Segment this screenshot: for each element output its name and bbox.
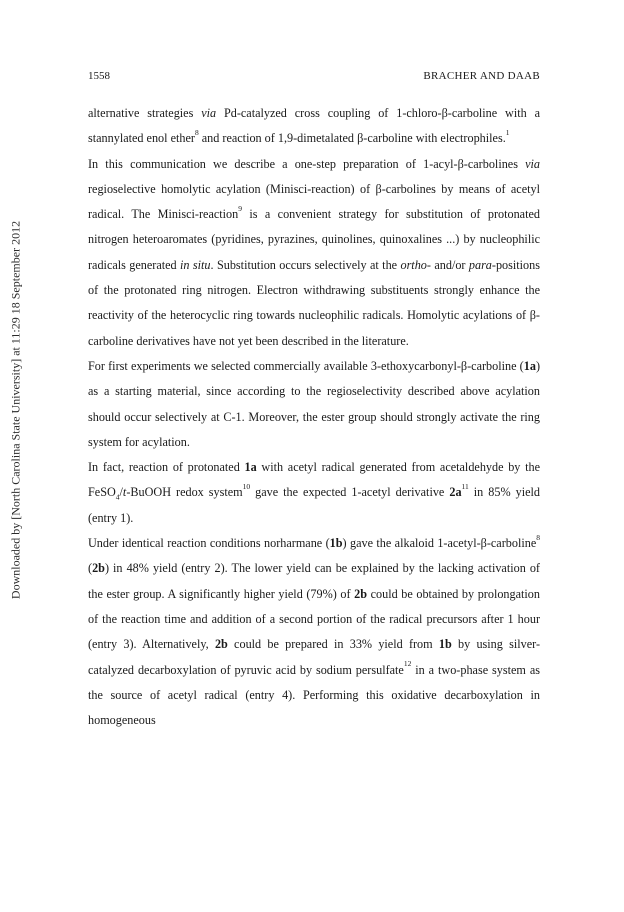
page-header bbox=[88, 70, 540, 86]
text-run: and reaction of 1,9-dimetalated β-carboline with electrophiles. bbox=[198, 131, 506, 146]
italic-run: via bbox=[525, 156, 540, 171]
body-text bbox=[88, 101, 540, 733]
text-run: alternative strategies bbox=[88, 106, 202, 120]
compound-label: 1a bbox=[244, 460, 257, 475]
italic-run: para bbox=[468, 257, 492, 272]
text-run: In this communication we describe a one-step preparation of 1-acyl-β-carbolines bbox=[88, 156, 526, 171]
text-run: Pd-catalyzed cross coupling of 1-chloro-β-carboline with a stannylated enol ether bbox=[88, 106, 541, 146]
paragraph-5 bbox=[88, 531, 540, 733]
running-head: BRACHER AND DAAB bbox=[423, 70, 540, 82]
reference-8: 8 bbox=[536, 532, 540, 542]
text-run: ) gave the alkaloid 1-acetyl-β-carboline bbox=[342, 536, 537, 551]
italic-run: in situ bbox=[180, 257, 211, 272]
reference-10: 10 bbox=[242, 482, 251, 492]
text-run: -positions of the protonated ring nitrogen. Electron withdrawing substituents strongly enhance the reactivity of the heterocyclic ring towards nucleophilic radicals. Homolytic acylations of β-carboline derivatives have not yet been described in the literature. bbox=[88, 257, 540, 348]
text-run: could be obtained by prolongation of the reaction time and addition of a second portion of the radical precursors after 1 hour (entry 3). Alternatively, bbox=[88, 586, 540, 652]
compound-label: 2b bbox=[214, 637, 228, 652]
reference-11: 11 bbox=[461, 482, 469, 492]
text-run: by using silver-catalyzed decarboxylation of pyruvic acid by sodium persulfate bbox=[88, 637, 540, 677]
text-run: is a convenient strategy for substitution of protonated nitrogen heteroaromates (pyridines, pyrazines, quinolines, quinoxalines ...) by nucleophilic radicals generated bbox=[88, 207, 540, 272]
text-run: -BuOOH redox system bbox=[126, 485, 243, 500]
compound-label: 2a bbox=[449, 485, 462, 500]
text-run: regioselective homolytic acylation (Minisci-reaction) of β-carbolines by means of acetyl radical. The Minisci-reaction bbox=[88, 181, 540, 222]
compound-label: 1b bbox=[438, 637, 452, 652]
text-run: / bbox=[119, 485, 123, 500]
text-run: ( bbox=[88, 561, 93, 576]
compound-label: 2b bbox=[354, 586, 368, 601]
text-run: . Substitution occurs selectively at the bbox=[210, 257, 401, 272]
italic-run: t bbox=[122, 485, 127, 500]
download-watermark bbox=[6, 150, 26, 670]
compound-label: 2b bbox=[92, 561, 105, 576]
reference-8: 8 bbox=[194, 128, 199, 138]
compound-label: 1b bbox=[329, 536, 343, 551]
text-run: with acetyl radical generated from acetaldehyde by the FeSO bbox=[88, 460, 540, 500]
compound-label: 1a bbox=[523, 358, 536, 373]
reference-1: 1 bbox=[505, 128, 510, 138]
text-run: In fact, reaction of protonated bbox=[88, 460, 245, 475]
italic-run: ortho bbox=[400, 257, 427, 272]
text-run: Under identical reaction conditions norharmane ( bbox=[88, 536, 330, 551]
text-run: For first experiments we selected commercially available 3-ethoxycarbonyl-β-carboline ( bbox=[88, 358, 524, 373]
text-run: ) as a starting material, since according to the regioselectivity described above acylation should occur selectively at C-1. Moreover, the ester group should strongly activate the ring system for acylation. bbox=[88, 358, 540, 449]
download-note: Downloaded by [North Carolina State University] at 11:29 18 September 2012 bbox=[8, 220, 23, 600]
text-run: - and/or bbox=[426, 257, 469, 272]
reference-9: 9 bbox=[238, 204, 242, 214]
text-run: could be prepared in 33% yield from bbox=[227, 637, 439, 652]
page-number: 1558 bbox=[88, 70, 110, 82]
text-run: gave the expected 1-acetyl derivative bbox=[250, 485, 450, 500]
paragraph-4 bbox=[88, 455, 540, 531]
text-run: in 85% yield (entry 1). bbox=[88, 485, 540, 525]
reference-12: 12 bbox=[403, 659, 412, 669]
text-run: ) in 48% yield (entry 2). The lower yield can be explained by the lacking activation of the ester group. A significantly higher yield (79%) of bbox=[88, 561, 540, 601]
italic-run: via bbox=[201, 106, 217, 120]
paragraph-1 bbox=[88, 101, 540, 152]
paragraph-2 bbox=[88, 152, 540, 354]
paragraph-3 bbox=[88, 354, 540, 455]
subscript: 4 bbox=[115, 492, 120, 502]
text-run: in a two-phase system as the source of acetyl radical (entry 4). Performing this oxidative decarboxylation in homogeneous bbox=[88, 662, 540, 728]
